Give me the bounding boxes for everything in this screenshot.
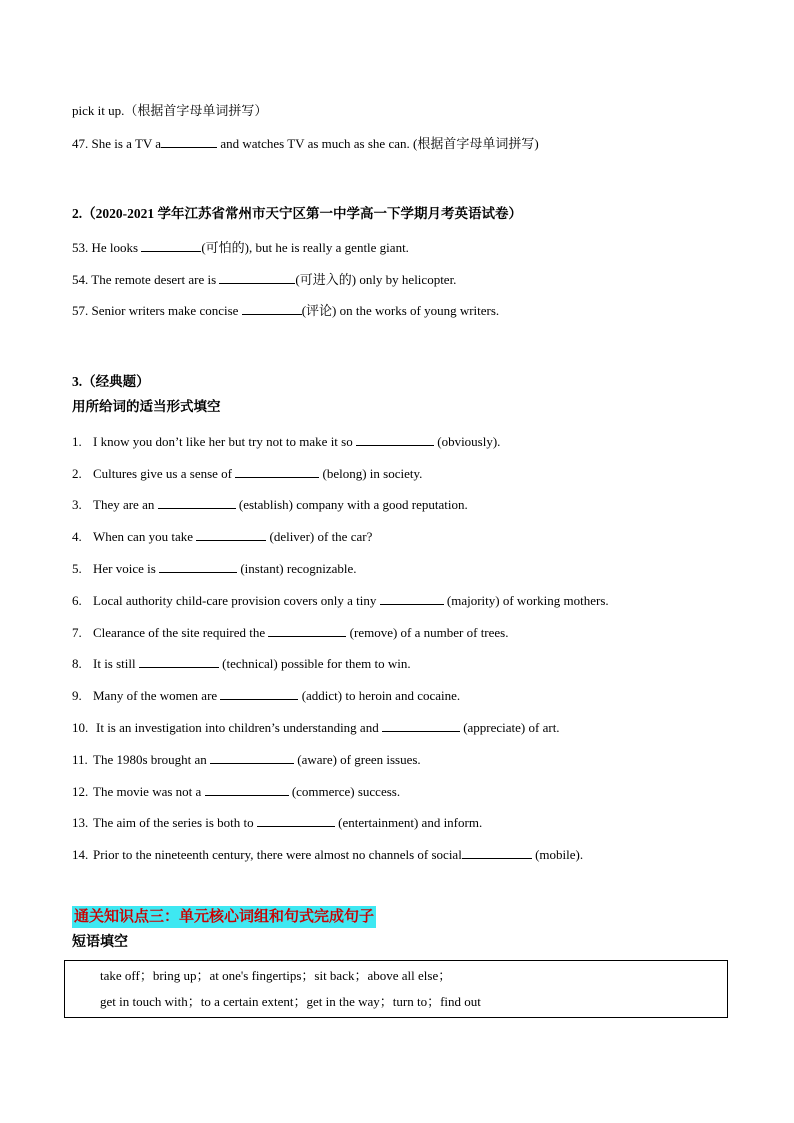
fill-item-14: 14. Prior to the nineteenth century, there were almost no channels of social (mobile). [72, 847, 584, 862]
answer-blank[interactable] [220, 687, 298, 700]
answer-blank[interactable] [268, 624, 346, 637]
answer-blank[interactable] [158, 496, 236, 509]
answer-blank[interactable] [242, 302, 302, 315]
section-3-title: 3.（经典题） [72, 374, 150, 389]
answer-blank[interactable] [139, 655, 219, 668]
answer-blank[interactable] [235, 465, 319, 478]
fill-item-8: 8. It is still (technical) possible for them to win. [72, 656, 411, 671]
phrase-word-bank [64, 960, 728, 1018]
fill-item-10: 10. It is an investigation into children’s understanding and (appreciate) of art. [72, 720, 560, 735]
answer-blank[interactable] [210, 751, 294, 764]
answer-blank[interactable] [382, 719, 460, 732]
fill-item-9: 9. Many of the women are (addict) to heroin and cocaine. [72, 688, 461, 703]
fill-item-2: 2. Cultures give us a sense of (belong) in society. [72, 466, 423, 481]
fill-item-1: 1. I know you don’t like her but try not to make it so (obviously). [72, 434, 501, 449]
knowledge-point-3-heading: 通关知识点三：单元核心词组和句式完成句子 [72, 906, 376, 928]
answer-blank[interactable] [462, 846, 532, 859]
answer-blank[interactable] [141, 239, 201, 252]
answer-blank[interactable] [161, 135, 217, 148]
answer-blank[interactable] [205, 783, 289, 796]
word-bank-line-2: get in touch with；to a certain extent；get in the way；turn to；find out [100, 994, 481, 1009]
fill-item-13: 13. The aim of the series is both to (entertainment) and inform. [72, 815, 483, 830]
answer-blank[interactable] [257, 814, 335, 827]
fill-item-3: 3. They are an (establish) company with a good reputation. [72, 497, 468, 512]
answer-blank[interactable] [219, 271, 295, 284]
fill-item-7: 7. Clearance of the site required the (remove) of a number of trees. [72, 625, 509, 640]
question-57: 57. Senior writers make concise (评论) on the works of young writers. [72, 303, 500, 318]
fill-item-12: 12. The movie was not a (commerce) success. [72, 784, 401, 799]
answer-blank[interactable] [380, 592, 444, 605]
question-53: 53. He looks (可怕的), but he is really a gentle giant. [72, 240, 409, 255]
section-2-title: 2.（2020-2021 学年江苏省常州市天宁区第一中学高一下学期月考英语试卷） [72, 206, 522, 221]
answer-blank[interactable] [356, 433, 434, 446]
fill-item-5: 5. Her voice is (instant) recognizable. [72, 561, 357, 576]
question-54: 54. The remote desert are is (可进入的) only by helicopter. [72, 272, 457, 287]
carry-over-line: pick it up.（根据首字母单词拼写） [72, 103, 268, 118]
question-47: 47. She is a TV a and watches TV as much as she can. (根据首字母单词拼写) [72, 136, 539, 151]
word-bank-line-1: take off；bring up；at one's fingertips；sit back；above all else； [100, 968, 452, 983]
fill-item-11: 11. The 1980s brought an (aware) of green issues. [72, 752, 421, 767]
answer-blank[interactable] [196, 528, 266, 541]
answer-blank[interactable] [159, 560, 237, 573]
section-3-subtitle: 用所给词的适当形式填空 [72, 399, 221, 414]
phrase-fill-subtitle: 短语填空 [72, 935, 128, 950]
fill-item-6: 6. Local authority child-care provision covers only a tiny (majority) of working mothers. [72, 593, 609, 608]
fill-item-4: 4. When can you take (deliver) of the car? [72, 529, 373, 544]
